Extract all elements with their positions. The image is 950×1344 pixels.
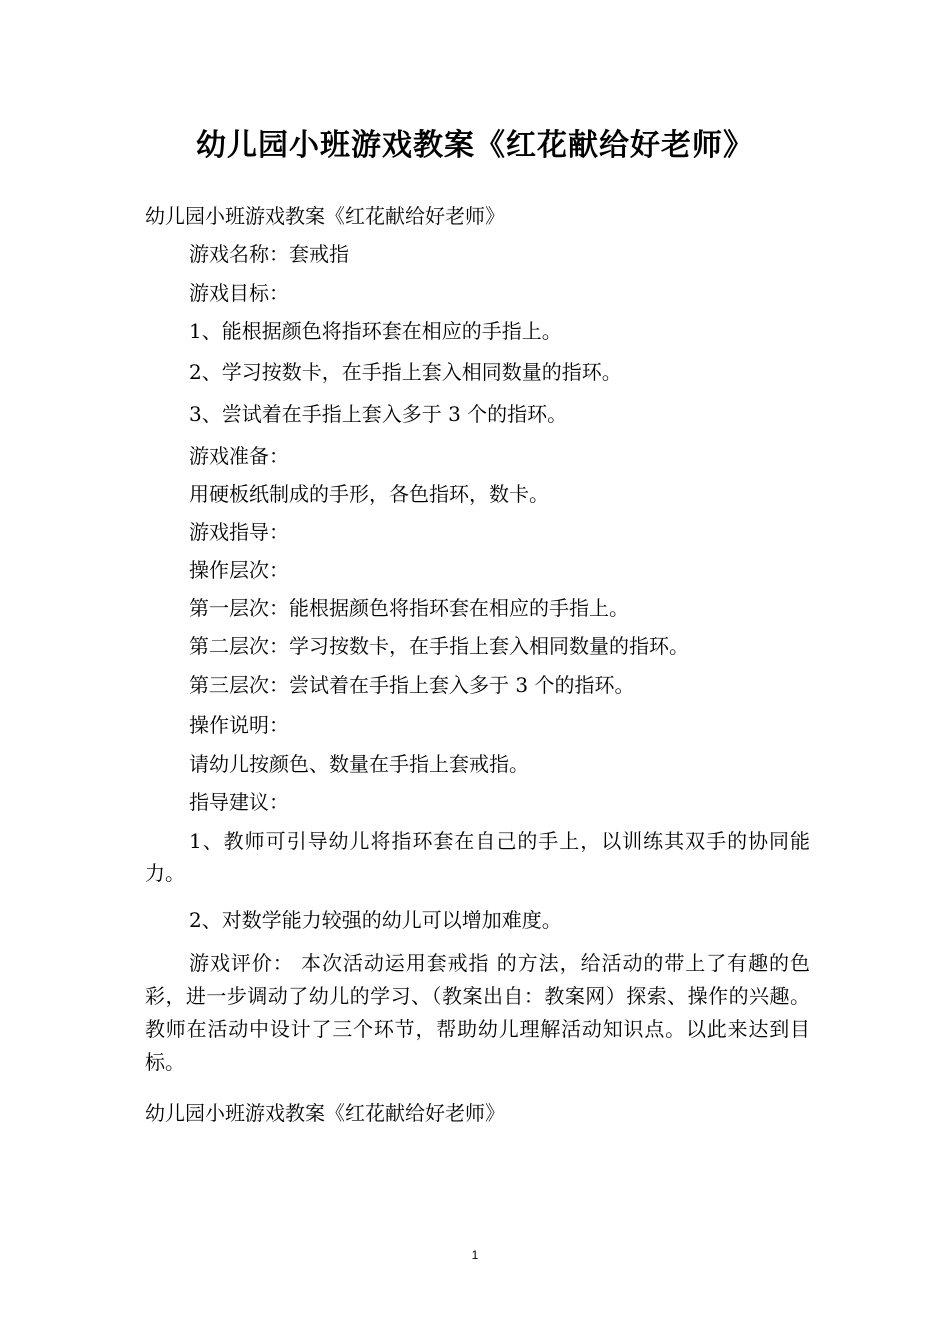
suggestion-item: 2、对数学能力较强的幼儿可以增加难度。 — [189, 908, 562, 932]
document-title: 幼儿园小班游戏教案《红花献给好老师》 — [196, 128, 754, 163]
evaluation-paragraph: 游戏评价： 本次活动运用套戒指 的方法，给活动的带上了有趣的色彩，进一步调动了幼儿的学习、（教案出自：教案网）探索、操作的兴趣。教师在活动中设计了三个环节，帮助幼儿理解活动知识点。以此来达到目标。 — [145, 951, 810, 1074]
prep-text: 用硬板纸制成的手形，各色指环，数卡。 — [189, 482, 549, 506]
game-name: 游戏名称：套戒指 — [189, 242, 349, 266]
instructions-heading: 操作说明： — [189, 713, 289, 737]
level-item: 第三层次：尝试着在手指上套入多于 3 个的指环。 — [189, 673, 635, 697]
levels-heading: 操作层次： — [189, 558, 289, 582]
goal-item: 1、能根据颜色将指环套在相应的手指上。 — [189, 319, 562, 343]
footer-title: 幼儿园小班游戏教案《红花献给好老师》 — [145, 1101, 505, 1125]
document-subtitle: 幼儿园小班游戏教案《红花献给好老师》 — [145, 204, 505, 228]
guidance-heading: 游戏指导： — [189, 520, 289, 544]
page-number: 1 — [471, 1248, 479, 1262]
suggestion-item: 1、教师可引导幼儿将指环套在自己的手上，以训练其双手的协同能力。 — [145, 829, 810, 885]
prep-heading: 游戏准备： — [189, 444, 289, 468]
goal-item: 2、学习按数卡，在手指上套入相同数量的指环。 — [189, 360, 622, 384]
level-item: 第二层次：学习按数卡，在手指上套入相同数量的指环。 — [189, 634, 689, 658]
goal-item: 3、尝试着在手指上套入多于 3 个的指环。 — [189, 402, 568, 426]
goals-heading: 游戏目标： — [189, 281, 289, 305]
suggestions-heading: 指导建议： — [189, 790, 289, 814]
level-item: 第一层次：能根据颜色将指环套在相应的手指上。 — [189, 596, 629, 620]
instructions-text: 请幼儿按颜色、数量在手指上套戒指。 — [189, 752, 529, 776]
